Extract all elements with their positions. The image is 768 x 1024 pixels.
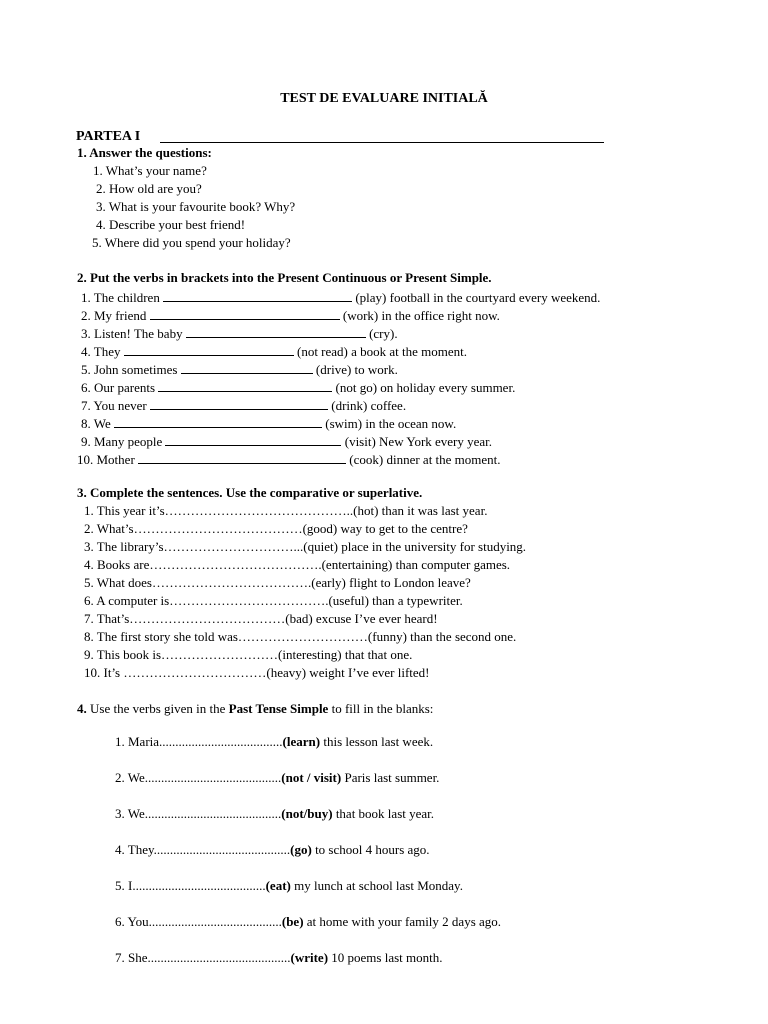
sentence-end: at home with your family 2 days ago. <box>303 914 502 929</box>
section4-item <box>115 771 439 784</box>
answer-blank[interactable] <box>150 307 340 320</box>
section4-item <box>115 843 430 856</box>
section3-item: 4. Books are………………………………….(entertaining) than computer games. <box>84 557 511 572</box>
answer-blank[interactable] <box>138 451 346 464</box>
sentence-end: (drive) to work. <box>315 362 398 377</box>
sentence-end: (drink) coffee. <box>331 398 407 413</box>
section3-item: 1. This year it’s……………………………………..(hot) than it was last year. <box>84 503 488 518</box>
section4-number: 4. <box>77 701 87 716</box>
section1-item: 4. Describe your best friend! <box>96 217 246 232</box>
sentence-end: Paris last summer. <box>341 770 440 785</box>
section2-item <box>81 289 600 304</box>
section1-item: 5. Where did you spend your holiday? <box>92 235 291 250</box>
section3-item: 5. What does……………………………….(early) flight to London leave? <box>84 575 471 590</box>
sentence-end: my lunch at school last Monday. <box>290 878 463 893</box>
section2-item <box>81 379 515 394</box>
section4-tense: Past Tense Simple <box>228 701 329 716</box>
answer-blank[interactable] <box>150 397 328 410</box>
sentence-start: 2. We.......................................... <box>115 770 282 785</box>
section3-item: 3. The library’s…………………………...(quiet) place in the university for studying. <box>84 539 527 554</box>
part-underline <box>160 142 604 143</box>
section3-item: 7. That’s………………………………(bad) excuse I’ve ever heard! <box>84 611 438 626</box>
verb-hint: (eat) <box>265 878 291 893</box>
verb-hint: (not / visit) <box>281 770 342 785</box>
section2-item <box>81 307 500 322</box>
section1-item: 2. How old are you? <box>96 181 202 196</box>
sentence-start: 8. We <box>81 416 111 431</box>
sentence-start: 6. Our parents <box>81 380 156 395</box>
section3-item: 2. What’s…………………………………(good) way to get to the centre? <box>84 521 468 536</box>
answer-blank[interactable] <box>124 343 294 356</box>
sentence-start: 2. My friend <box>81 308 147 323</box>
answer-blank[interactable] <box>165 433 341 446</box>
sentence-start: 9. Many people <box>81 434 163 449</box>
sentence-start: 6. You......................................... <box>115 914 282 929</box>
section2-item <box>81 361 398 376</box>
section3-item: 6. A computer is……………………………….(useful) than a typewriter. <box>84 593 463 608</box>
sentence-end: this lesson last week. <box>320 734 434 749</box>
sentence-start: 10. Mother <box>77 452 135 467</box>
section3-heading: 3. Complete the sentences. Use the comparative or superlative. <box>77 485 423 500</box>
sentence-end: to school 4 hours ago. <box>311 842 430 857</box>
part-label: PARTEA I <box>76 129 141 144</box>
section1-item: 3. What is your favourite book? Why? <box>96 199 296 214</box>
section4-instruction-end: to fill in the blanks: <box>328 701 434 716</box>
section1-heading: 1. Answer the questions: <box>77 145 212 160</box>
answer-blank[interactable] <box>181 361 313 374</box>
sentence-start: 3. Listen! The baby <box>81 326 183 341</box>
answer-blank[interactable] <box>186 325 366 338</box>
section3-item: 8. The first story she told was…………………………(funny) than the second one. <box>84 629 517 644</box>
verb-hint: (not/buy) <box>281 806 333 821</box>
sentence-start: 7. She............................................ <box>115 950 291 965</box>
section4-item <box>115 879 463 892</box>
section2-item <box>81 433 492 448</box>
sentence-end: 10 poems last month. <box>328 950 443 965</box>
sentence-start: 5. John sometimes <box>81 362 178 377</box>
verb-hint: (be) <box>281 914 304 929</box>
sentence-start: 7. You never <box>81 398 147 413</box>
sentence-start: 4. They.......................................... <box>115 842 291 857</box>
sentence-end: (visit) New York every year. <box>344 434 493 449</box>
section4-heading <box>77 702 433 715</box>
section1-item: 1. What’s your name? <box>93 163 207 178</box>
section2-item <box>81 325 398 340</box>
section2-heading: 2. Put the verbs in brackets into the Present Continuous or Present Simple. <box>77 270 492 285</box>
section4-item <box>115 807 434 820</box>
section3-item: 10. It’s ……………………………(heavy) weight I’ve ever lifted! <box>84 665 430 680</box>
sentence-end: (work) in the office right now. <box>342 308 500 323</box>
sentence-end: that book last year. <box>332 806 435 821</box>
sentence-end: (cry). <box>369 326 398 341</box>
section2-item <box>81 397 406 412</box>
verb-hint: (go) <box>290 842 312 857</box>
sentence-start: 3. We.......................................... <box>115 806 282 821</box>
section4-instruction-start: Use the verbs given in the <box>86 701 229 716</box>
sentence-start: 1. The children <box>81 290 160 305</box>
sentence-start: 5. I......................................... <box>115 878 266 893</box>
section4-item <box>115 735 433 748</box>
section2-item <box>77 451 501 466</box>
sentence-end: (not read) a book at the moment. <box>296 344 468 359</box>
section3-item: 9. This book is………………………(interesting) that that one. <box>84 647 413 662</box>
section2-item <box>81 415 456 430</box>
verb-hint: (write) <box>290 950 329 965</box>
section4-item <box>115 951 443 964</box>
answer-blank[interactable] <box>163 289 352 302</box>
page-title: TEST DE EVALUARE INITIALĂ <box>280 91 488 106</box>
sentence-end: (not go) on holiday every summer. <box>335 380 516 395</box>
answer-blank[interactable] <box>114 415 322 428</box>
section4-item <box>115 915 501 928</box>
sentence-end: (cook) dinner at the moment. <box>349 452 501 467</box>
answer-blank[interactable] <box>158 379 332 392</box>
section2-item <box>81 343 467 358</box>
sentence-end: (swim) in the ocean now. <box>325 416 457 431</box>
sentence-start: 1. Maria...................................... <box>115 734 283 749</box>
sentence-end: (play) football in the courtyard every weekend. <box>355 290 601 305</box>
verb-hint: (learn) <box>282 734 321 749</box>
sentence-start: 4. They <box>81 344 121 359</box>
